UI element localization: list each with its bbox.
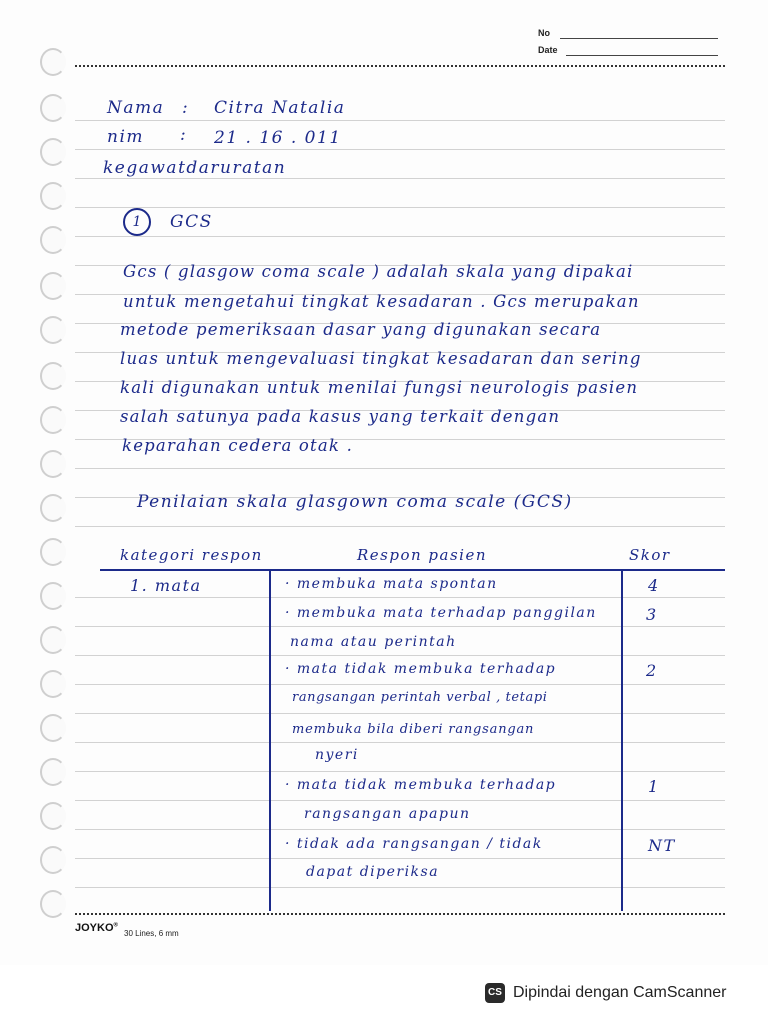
ruled-line	[75, 526, 725, 527]
subject: kegawatdaruratan	[103, 158, 287, 178]
section-number: 1	[123, 208, 151, 236]
response-line: nama atau perintah	[290, 634, 457, 650]
response-line: dapat diperiksa	[306, 864, 440, 880]
binder-hole	[40, 226, 66, 254]
table-category: 1. mata	[130, 576, 202, 595]
table-header-line	[100, 569, 725, 571]
binder-hole	[40, 182, 66, 210]
binder-hole	[40, 362, 66, 390]
response-line: · mata tidak membuka terhadap	[285, 777, 557, 793]
table-header-response: Respon pasien	[357, 546, 488, 564]
ruled-line	[75, 597, 725, 598]
date-label: Date	[538, 45, 558, 55]
ruled-line	[75, 684, 725, 685]
date-line	[566, 55, 718, 56]
paragraph-line: Gcs ( glasgow coma scale ) adalah skala yang dipakai	[123, 262, 634, 281]
ruled-line	[75, 858, 725, 859]
binder-hole	[40, 582, 66, 610]
binder-hole	[40, 48, 66, 76]
nim-label: nim	[107, 127, 145, 147]
paragraph-line: luas untuk mengevaluasi tingkat kesadaran dan sering	[120, 349, 642, 368]
no-label: No	[538, 28, 550, 38]
binder-hole	[40, 94, 66, 122]
ruled-line	[75, 120, 725, 121]
paragraph-line: kali digunakan untuk menilai fungsi neurologis pasien	[120, 378, 639, 397]
camscanner-icon: CS	[485, 983, 505, 1003]
ruled-line	[75, 236, 725, 237]
response-score: NT	[648, 836, 676, 855]
table-title: Penilaian skala glasgown coma scale (GCS)	[137, 492, 573, 512]
footer-divider	[75, 913, 725, 915]
response-line: · tidak ada rangsangan / tidak	[285, 836, 543, 852]
binder-hole	[40, 450, 66, 478]
ruled-line	[75, 178, 725, 179]
ruled-line	[75, 655, 725, 656]
camscanner-text: Dipindai dengan CamScanner	[513, 984, 727, 1001]
header-divider	[75, 65, 725, 67]
table-header-score: Skor	[629, 546, 671, 564]
ruled-line	[75, 829, 725, 830]
response-line: rangsangan apapun	[304, 806, 471, 822]
nim-value: 21 . 16 . 011	[214, 128, 342, 148]
binder-hole	[40, 138, 66, 166]
binder-hole	[40, 316, 66, 344]
response-line: membuka bila diberi rangsangan	[292, 722, 535, 737]
ruled-line	[75, 468, 725, 469]
ruled-line	[75, 149, 725, 150]
table-divider-left	[269, 569, 271, 911]
paragraph-line: metode pemeriksaan dasar yang digunakan secara	[120, 320, 602, 339]
camscanner-watermark	[485, 983, 726, 1003]
ruled-line	[75, 207, 725, 208]
ruled-line	[75, 626, 725, 627]
binder-hole	[40, 670, 66, 698]
section-title: GCS	[170, 212, 213, 232]
binder-hole	[40, 890, 66, 918]
response-score: 1	[648, 777, 660, 796]
ruled-line	[75, 742, 725, 743]
lines-spec: 30 Lines, 6 mm	[124, 929, 179, 938]
binder-hole	[40, 272, 66, 300]
ruled-line	[75, 771, 725, 772]
response-line: · membuka mata spontan	[285, 576, 498, 592]
binder-hole	[40, 802, 66, 830]
response-score: 2	[646, 661, 658, 680]
ruled-line	[75, 800, 725, 801]
response-line: · membuka mata terhadap panggilan	[285, 605, 597, 621]
table-header-category: kategori respon	[120, 546, 263, 564]
name-separator: :	[182, 98, 190, 118]
no-line	[560, 38, 718, 39]
binder-hole	[40, 494, 66, 522]
binder-hole	[40, 714, 66, 742]
binder-hole	[40, 406, 66, 434]
response-score: 3	[646, 605, 658, 624]
binder-hole	[40, 846, 66, 874]
response-line: rangsangan perintah verbal , tetapi	[292, 690, 548, 705]
ruled-line	[75, 887, 725, 888]
nim-separator: :	[180, 125, 188, 145]
ruled-line	[75, 713, 725, 714]
table-divider-right	[621, 569, 623, 911]
response-line: · mata tidak membuka terhadap	[285, 661, 557, 677]
paragraph-line: salah satunya pada kasus yang terkait dengan	[120, 407, 561, 426]
response-score: 4	[648, 576, 660, 595]
binder-hole	[40, 538, 66, 566]
binder-hole	[40, 626, 66, 654]
response-line: nyeri	[315, 747, 359, 763]
paragraph-line: keparahan cedera otak .	[122, 436, 354, 455]
paragraph-line: untuk mengetahui tingkat kesadaran . Gcs merupakan	[123, 292, 640, 311]
name-value: Citra Natalia	[214, 98, 346, 118]
brand-logo: JOYKO®	[75, 922, 118, 934]
name-label: Nama	[107, 98, 165, 118]
binder-hole	[40, 758, 66, 786]
